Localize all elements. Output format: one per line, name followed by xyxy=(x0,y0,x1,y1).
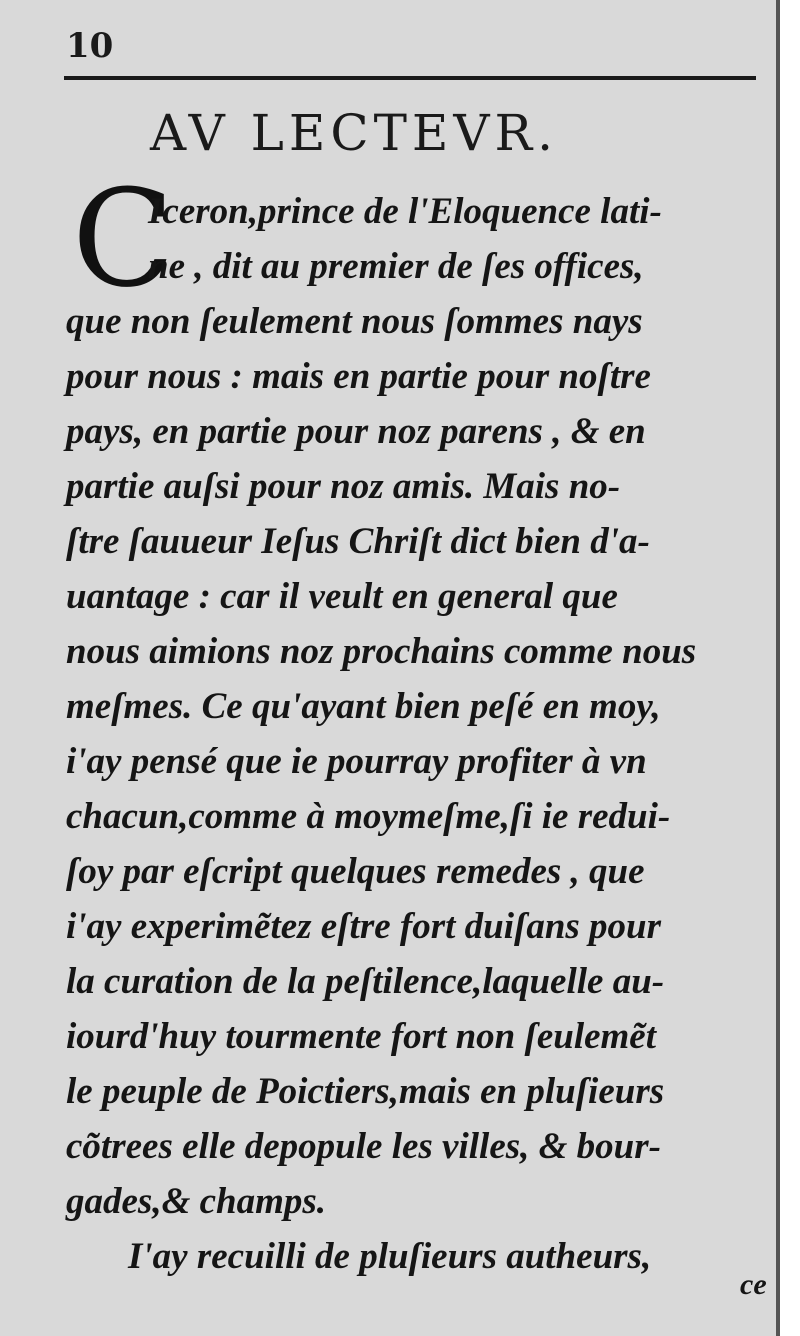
text-line: pays, en partie pour noz parens , & en xyxy=(66,411,646,452)
header-rule xyxy=(64,76,756,80)
text-line: I'ay recuilli de pluſieurs autheurs, xyxy=(128,1236,652,1277)
text-line: i'ay pensé que ie pourray profiter à vn xyxy=(66,741,647,782)
page-heading: AV LECTEVR. xyxy=(150,104,559,162)
catchword: ce xyxy=(740,1268,767,1301)
text-line: ſtre ſauueur Ieſus Chriſt dict bien d'a- xyxy=(66,521,650,562)
text-line: chacun,comme à moymeſme,ſi ie redui- xyxy=(66,796,671,837)
text-line: la curation de la peſtilence,laquelle au- xyxy=(66,961,665,1002)
text-line: i'ay experimẽtez eſtre fort duiſans pour xyxy=(66,906,662,947)
page-edge xyxy=(776,0,780,1336)
text-line: ſoy par eſcript quelques remedes , que xyxy=(66,851,645,892)
text-line: pour nous : mais en partie pour noſtre xyxy=(66,356,651,397)
text-line: meſmes. Ce qu'ayant bien peſé en moy, xyxy=(66,686,661,727)
text-line: ne , dit au premier de ſes offices, xyxy=(148,246,644,287)
text-line: cõtrees elle depopule les villes, & bour- xyxy=(66,1126,661,1167)
text-line: que non ſeulement nous ſommes nays xyxy=(66,301,643,342)
text-line: iourd'huy tourmente fort non ſeulemẽt xyxy=(66,1016,657,1057)
text-line: Iceron,prince de l'Eloquence lati- xyxy=(148,191,662,232)
text-line: le peuple de Poictiers,mais en pluſieurs xyxy=(66,1071,665,1112)
text-line: gades,& champs. xyxy=(66,1181,327,1222)
text-line: partie auſsi pour noz amis. Mais no- xyxy=(66,466,621,507)
text-line: nous aimions noz prochains comme nous xyxy=(66,631,697,672)
drop-cap: C xyxy=(72,161,175,317)
text-line: uantage : car il veult en general que xyxy=(66,576,618,617)
page-number: 10 xyxy=(66,26,114,66)
